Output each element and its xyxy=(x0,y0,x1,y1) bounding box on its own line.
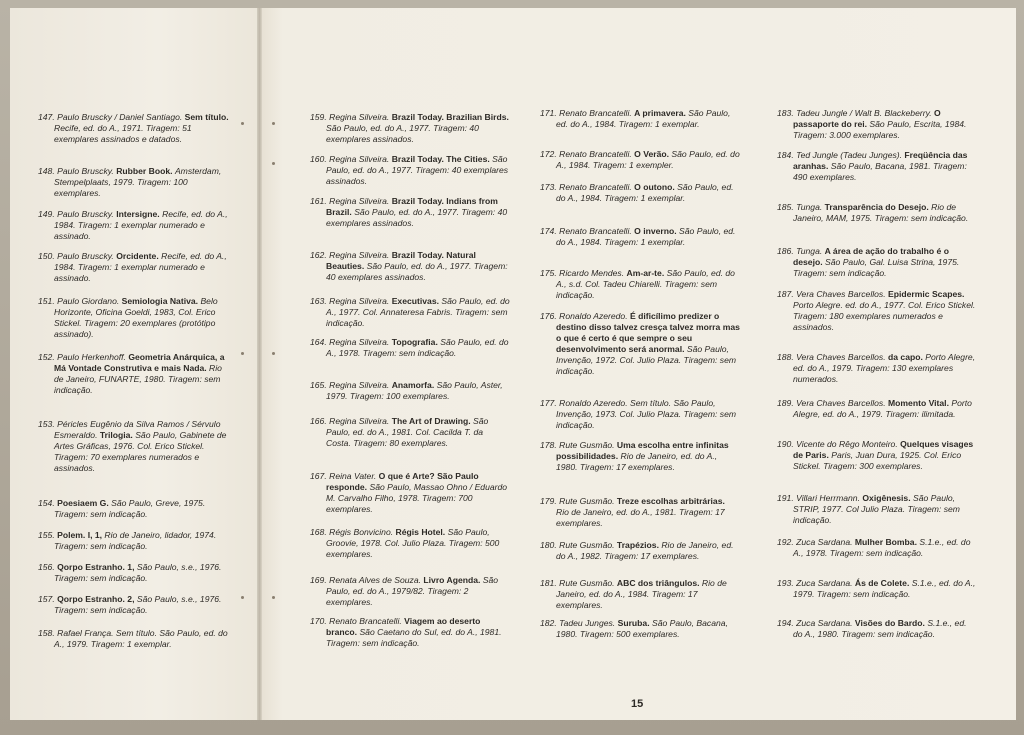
entry-number: 161. xyxy=(310,196,327,206)
entry-details: São Paulo, Massao Ohno / Eduardo M. Carvalho Filho, 1978. Tiragem: 700 exemplares. xyxy=(326,482,508,515)
entry-number: 178. xyxy=(540,440,557,450)
binding-hole xyxy=(241,122,244,125)
entry-number: 157. xyxy=(38,594,55,604)
entry-number: 165. xyxy=(310,380,327,390)
entry-author: Renato Brancatelli. xyxy=(559,149,632,159)
entry-author: Paulo Bruscky. xyxy=(57,251,114,261)
catalog-entry-text xyxy=(777,439,977,472)
entry-author: Tunga. xyxy=(796,202,823,212)
catalog-entry xyxy=(777,202,977,224)
entry-title: Anamorfa. xyxy=(391,380,435,390)
entry-number: 171. xyxy=(540,108,557,118)
catalog-entry xyxy=(777,618,977,640)
entry-details: São Paulo, ed. do A., 1984. Tiragem: 1 exemplar. xyxy=(556,182,734,204)
entry-title: O que é Arte? São Paulo responde. xyxy=(326,471,479,493)
entry-number: 190. xyxy=(777,439,794,449)
entry-number: 167. xyxy=(310,471,327,481)
catalog-entry-text xyxy=(777,108,977,141)
catalog-entry-text xyxy=(540,618,740,640)
entry-number: 194. xyxy=(777,618,794,628)
entry-number: 148. xyxy=(38,166,55,176)
catalog-entry xyxy=(540,149,740,171)
entry-author: Regina Silveira. xyxy=(329,380,390,390)
entry-author: Ricardo Mendes. xyxy=(559,268,625,278)
entry-number: 159. xyxy=(310,112,327,122)
entry-author: Rute Gusmão. xyxy=(559,440,615,450)
entry-details: Recife, ed. do A., 1984. Tiragem: 1 exemplar numerado e assinado. xyxy=(54,251,227,284)
catalog-entry-text xyxy=(777,202,977,224)
entry-details: Amsterdam, Stempelplaats, 1979. Tiragem: 100 exemplares. xyxy=(54,166,222,199)
entry-title: Suruba. xyxy=(617,618,650,628)
entry-title: Geometria Anárquica, a Má Vontade Construtiva e mais Nada. xyxy=(54,352,225,374)
entry-details: Porto Alegre, ed. do A., 1979. Tiragem: 130 exemplares numerados. xyxy=(793,352,976,385)
entry-title: Quelques visages de Paris. xyxy=(793,439,974,461)
entry-title: Poesiaem G. xyxy=(57,498,109,508)
entry-details: São Paulo, ed. do A., 1977. Tiragem: 40 exemplares assinados. xyxy=(326,261,508,283)
entry-title: Régis Hotel. xyxy=(395,527,446,537)
entry-title: Brazil Today. Brazilian Birds. xyxy=(391,112,509,122)
entry-number: 182. xyxy=(540,618,557,628)
entry-number: 188. xyxy=(777,352,794,362)
entry-number: 154. xyxy=(38,498,55,508)
catalog-entry xyxy=(310,296,510,329)
entry-number: 166. xyxy=(310,416,327,426)
catalog-entry xyxy=(310,471,510,515)
catalog-entry-text xyxy=(540,398,740,431)
catalog-entry-text xyxy=(310,250,510,283)
entry-author: Renato Brancatelli. xyxy=(559,226,632,236)
entry-number: 163. xyxy=(310,296,327,306)
catalog-entry-text xyxy=(38,562,230,584)
binding-hole xyxy=(241,596,244,599)
catalog-entry-text xyxy=(540,108,740,130)
entry-details: Porto Alegre. ed. do A., 1977. Col. Erico Stickel. Tiragem: 180 exemplares numerados e assinados. xyxy=(793,300,976,333)
catalog-entry-text xyxy=(310,471,510,515)
catalog-entry-text xyxy=(540,182,740,204)
binding-hole xyxy=(272,122,275,125)
entry-details: São Paulo, Bacana, 1981. Tiragem: 490 exemplares. xyxy=(793,161,967,183)
entry-title: da capo. xyxy=(888,352,923,362)
entry-number: 181. xyxy=(540,578,557,588)
entry-title: O inverno. xyxy=(634,226,677,236)
entry-details: São Paulo, Bacana, 1980. Tiragem: 500 exemplares. xyxy=(556,618,728,640)
catalog-entry xyxy=(38,112,230,145)
entry-details: Rio de Janeiro, FUNARTE, 1980. Tiragem: sem indicação. xyxy=(54,363,222,396)
entry-details: Paris, Juan Dura, 1925. Col. Erico Stickel. Tiragem: 300 exemplares. xyxy=(793,450,962,472)
entry-details: Rio de Janeiro, ed. do A., 1981. Tiragem: 17 exemplares. xyxy=(556,507,725,529)
catalog-entry xyxy=(540,496,740,529)
catalog-entry-text xyxy=(310,575,510,608)
catalog-entry-text xyxy=(540,311,740,378)
catalog-entry xyxy=(540,226,740,248)
catalog-entry xyxy=(310,250,510,283)
entry-details: São Paulo, Escrita, 1984. Tiragem: 3.000 exemplares. xyxy=(793,119,967,141)
entry-title: O passaporte do rei. xyxy=(793,108,941,130)
entry-number: 179. xyxy=(540,496,557,506)
entry-number: 170. xyxy=(310,616,327,626)
entry-author: Péricles Eugênio da Silva Ramos / Sérvulo Esmeraldo. xyxy=(54,419,221,441)
entry-author: Paulo Bruscky / Daniel Santiago. xyxy=(57,112,183,122)
entry-author: Regina Silveira. xyxy=(329,250,390,260)
catalog-entry xyxy=(38,166,230,199)
catalog-entry xyxy=(38,296,230,340)
catalog-entry xyxy=(38,419,230,474)
entry-author: Tadeu Junges. xyxy=(559,618,616,628)
entry-title: Orcidente. xyxy=(116,251,159,261)
entry-number: 175. xyxy=(540,268,557,278)
entry-author: Rute Gusmão. xyxy=(559,496,615,506)
catalog-entry xyxy=(310,196,510,229)
entry-author: Vera Chaves Barcellos. xyxy=(796,398,886,408)
catalog-entry-text xyxy=(38,352,230,396)
entry-details: São Paulo, Greve, 1975. Tiragem: sem indicação. xyxy=(54,498,206,520)
catalog-entry-text xyxy=(777,537,977,559)
entry-details: São Paulo, Invenção, 1972. Col. Julio Plaza. Tiragem: sem indicação. xyxy=(556,344,737,377)
entry-number: 189. xyxy=(777,398,794,408)
entry-number: 162. xyxy=(310,250,327,260)
entry-title: Brazil Today. Indians from Brazil. xyxy=(326,196,498,218)
catalog-entry-text xyxy=(540,540,740,562)
entry-title: Brazil Today. Natural Beauties. xyxy=(326,250,476,272)
catalog-entry-text xyxy=(38,628,230,650)
catalog-entry-text xyxy=(777,578,977,600)
entry-number: 172. xyxy=(540,149,557,159)
catalog-entry xyxy=(310,112,510,145)
catalog-entry xyxy=(777,289,977,333)
entry-number: 147. xyxy=(38,112,55,122)
page-gutter xyxy=(257,8,262,720)
catalog-entry xyxy=(777,578,977,600)
entry-details: Rio de Janeiro, MAM, 1975. Tiragem: sem indicação. xyxy=(793,202,969,224)
entry-author: Rute Gusmão. xyxy=(559,578,615,588)
catalog-entry-text xyxy=(310,616,510,649)
entry-author: Rafael França. xyxy=(57,628,114,638)
entry-title: Executivas. xyxy=(391,296,439,306)
entry-author: Regina Silveira. xyxy=(329,337,390,347)
entry-details: Rio de Janeiro, ed. do A., 1982. Tiragem: 17 exemplares. xyxy=(556,540,734,562)
entry-title: Oxigênesis. xyxy=(862,493,911,503)
catalog-entry xyxy=(38,628,230,650)
entry-title: Intersigne. xyxy=(116,209,160,219)
catalog-entry-text xyxy=(38,209,230,242)
entry-author: Régis Bonvicino. xyxy=(329,527,394,537)
entry-title: É dificílimo predizer o destino disso talvez cresça talvez morra mas o que é certo é que sempre o seu desenvolvimento será anormal. xyxy=(556,311,740,355)
entry-details: São Paulo, Gal. Luisa Strina, 1975. Tiragem: sem indicação. xyxy=(793,257,960,279)
catalog-entry-text xyxy=(777,289,977,333)
catalog-entry-text xyxy=(777,398,977,420)
entry-number: 174. xyxy=(540,226,557,236)
entry-details: São Paulo, ed. do A., 1984. Tiragem: 1 exemplar. xyxy=(556,108,731,130)
entry-number: 186. xyxy=(777,246,794,256)
entry-details: São Paulo, s.e., 1976. Tiragem: sem indicação. xyxy=(54,562,222,584)
catalog-entry-text xyxy=(38,498,230,520)
catalog-entry-text xyxy=(310,112,510,145)
entry-title: Livro Agenda. xyxy=(423,575,481,585)
entry-number: 169. xyxy=(310,575,327,585)
catalog-entry-text xyxy=(540,496,740,529)
entry-details: São Paulo, STRIP, 1977. Col Julio Plaza. Tiragem: sem indicação. xyxy=(793,493,960,526)
entry-title: Polem. I, 1, xyxy=(57,530,103,540)
catalog-entry xyxy=(540,440,740,473)
entry-details: São Paulo, ed. do A., s.d. Col. Tadeu Chiarelli. Tiragem: sem indicação. xyxy=(556,268,735,301)
entry-author: Ronaldo Azeredo. xyxy=(559,398,628,408)
entry-number: 164. xyxy=(310,337,327,347)
catalog-entry-text xyxy=(540,268,740,301)
entry-title: Momento Vital. xyxy=(888,398,949,408)
catalog-entry-text xyxy=(310,196,510,229)
catalog-entry xyxy=(38,251,230,284)
entry-number: 193. xyxy=(777,578,794,588)
entry-title: Trapézios. xyxy=(616,540,659,550)
catalog-entry xyxy=(777,398,977,420)
entry-author: Ted Jungle (Tadeu Junges). xyxy=(796,150,903,160)
entry-title: Uma escolha entre infinitas possibilidades. xyxy=(556,440,729,462)
entry-title: Sem título. xyxy=(184,112,229,122)
catalog-entry xyxy=(310,154,510,187)
entry-title: Transparência do Desejo. xyxy=(824,202,929,212)
entry-details: Rio de Janeiro, ed. do A., 1984. Tiragem: 17 exemplares. xyxy=(556,578,727,611)
entry-number: 184. xyxy=(777,150,794,160)
entry-title: Rubber Book. xyxy=(116,166,173,176)
entry-number: 176. xyxy=(540,311,557,321)
entry-details: S.1.e., ed. do A., 1980. Tiragem: sem indicação. xyxy=(793,618,967,640)
catalog-entry-text xyxy=(310,416,510,449)
entry-number: 173. xyxy=(540,182,557,192)
entry-number: 192. xyxy=(777,537,794,547)
catalog-entry xyxy=(777,108,977,141)
catalog-entry-text xyxy=(777,493,977,526)
catalog-entry xyxy=(540,108,740,130)
catalog-entry-text xyxy=(310,154,510,187)
entry-title: Treze escolhas arbitrárias. xyxy=(616,496,725,506)
entry-number: 152. xyxy=(38,352,55,362)
catalog-entry xyxy=(38,352,230,396)
catalog-entry-text xyxy=(777,618,977,640)
catalog-entry-text xyxy=(777,352,977,385)
entry-number: 160. xyxy=(310,154,327,164)
entry-number: 180. xyxy=(540,540,557,550)
catalog-entry xyxy=(540,311,740,378)
entry-author: Rute Gusmão. xyxy=(559,540,615,550)
catalog-entry xyxy=(777,493,977,526)
catalog-entry-text xyxy=(38,251,230,284)
catalog-entry xyxy=(540,398,740,431)
catalog-entry xyxy=(540,578,740,611)
entry-title: Trilogia. xyxy=(99,430,133,441)
entry-details: São Paulo, ed. do A., 1978. Tiragem: sem indicação. xyxy=(326,337,509,359)
catalog-entry xyxy=(310,616,510,649)
catalog-entry xyxy=(38,594,230,616)
catalog-entry-text xyxy=(310,296,510,329)
entry-details: Recife, ed. do A., 1971. Tiragem: 51 exemplares assinados e datados. xyxy=(54,123,192,145)
binding-hole xyxy=(272,162,275,165)
catalog-entry xyxy=(38,530,230,552)
entry-number: 158. xyxy=(38,628,55,638)
entry-author: Regina Silveira. xyxy=(329,154,390,164)
entry-author: Tadeu Jungle / Walt B. Blackeberry. xyxy=(796,108,932,118)
catalog-entry xyxy=(777,352,977,385)
catalog-entry-text xyxy=(310,380,510,402)
entry-author: Paulo Giordano. xyxy=(57,296,120,306)
entry-details: Belo Horizonte, Oficina Goeldi, 1983, Col. Erico Stickel. Tiragem: 20 exemplares (protótipo assinado). xyxy=(54,296,218,340)
entry-author: Paulo Bruscky. xyxy=(57,209,114,219)
entry-number: 155. xyxy=(38,530,55,540)
catalog-entry-text xyxy=(38,296,230,340)
entry-number: 156. xyxy=(38,562,55,572)
page-number: 15 xyxy=(631,698,644,710)
catalog-entry-text xyxy=(38,419,230,474)
catalog-entry-text xyxy=(310,337,510,359)
catalog-entry xyxy=(38,562,230,584)
entry-author: Renato Brancatelli. xyxy=(559,182,632,192)
entry-title: Viagem ao deserto branco. xyxy=(326,616,481,638)
catalog-entry xyxy=(310,575,510,608)
entry-author: Paulo Herkenhoff. xyxy=(57,352,126,362)
entry-details: Porto Alegre, ed. do A., 1979. Tiragem: ilimitada. xyxy=(793,398,972,420)
entry-title: Semiologia Nativa. xyxy=(121,296,199,306)
catalog-entry-text xyxy=(310,527,510,560)
catalog-entry xyxy=(777,150,977,183)
entry-number: 191. xyxy=(777,493,794,503)
catalog-entry xyxy=(777,246,977,279)
entry-title: The Art of Drawing. xyxy=(391,416,471,426)
entry-title: Epidermic Scapes. xyxy=(888,289,965,299)
catalog-entry-text xyxy=(540,578,740,611)
catalog-entry xyxy=(540,540,740,562)
entry-author: Paulo Bruscky. xyxy=(57,166,114,176)
catalog-entry xyxy=(540,618,740,640)
entry-title: Qorpo Estranho. 1, xyxy=(57,562,135,572)
entry-title: Qorpo Estranho. 2, xyxy=(57,594,135,604)
entry-author: Renato Brancatelli. xyxy=(329,616,402,626)
entry-author: Zuca Sardana. xyxy=(796,618,853,628)
catalog-entry-text xyxy=(38,166,230,199)
catalog-entry xyxy=(310,337,510,359)
entry-number: 149. xyxy=(38,209,55,219)
entry-details: São Paulo, ed. do A., 1977. Col. Annateresa Fabris. Tiragem: sem indicação. xyxy=(326,296,510,329)
binding-hole xyxy=(272,352,275,355)
entry-details: São Paulo, s.e., 1976. Tiragem: sem indicação. xyxy=(54,594,222,616)
entry-details: São Paulo, ed. do A., 1979/82. Tiragem: 2 exemplares. xyxy=(326,575,499,608)
catalog-entry xyxy=(540,268,740,301)
entry-title: Mulher Bomba. xyxy=(854,537,917,547)
entry-details: São Paulo, ed. do A., 1977. Tiragem: 40 exemplares assinados. xyxy=(326,207,508,229)
entry-author: Vera Chaves Barcellos. xyxy=(796,352,886,362)
entry-author: Renato Brancatelli. xyxy=(559,108,632,118)
entry-title: Ás de Colete. xyxy=(854,578,910,588)
entry-author: Regina Silveira. xyxy=(329,416,390,426)
entry-author: Regina Silveira. xyxy=(329,296,390,306)
entry-author: Tunga. xyxy=(796,246,823,256)
catalog-entry xyxy=(310,527,510,560)
binding-hole xyxy=(272,596,275,599)
catalog-entry-text xyxy=(540,440,740,473)
entry-number: 168. xyxy=(310,527,327,537)
entry-author: Reina Vater. xyxy=(329,471,377,481)
catalog-entry xyxy=(310,416,510,449)
entry-details: São Paulo, Groovie, 1978. Col. Julio Plaza. Tiragem: 500 exemplares. xyxy=(326,527,500,560)
entry-details: Recife, ed. do A., 1984. Tiragem: 1 exemplar numerado e assinado. xyxy=(54,209,228,242)
entry-title: Topografia. xyxy=(391,337,438,347)
catalog-entry-text xyxy=(777,246,977,279)
entry-title: O Verão. xyxy=(634,149,670,159)
catalog-entry-text xyxy=(38,594,230,616)
entry-author: Vicente do Rêgo Monteiro. xyxy=(796,439,898,449)
entry-author: Regina Silveira. xyxy=(329,196,390,206)
entry-details: São Paulo, Gabinete de Artes Gráficas, 1976. Col. Erico Stickel. Tiragem: 70 exemplares numerados e assinados. xyxy=(54,430,227,474)
entry-details: São Paulo, ed. do A., 1984. Tiragem: 1 exempler. xyxy=(556,149,740,171)
catalog-entry-text xyxy=(540,226,740,248)
entry-author: Renata Alves de Souza. xyxy=(329,575,422,585)
catalog-entry-text xyxy=(38,530,230,552)
catalog-entry xyxy=(38,498,230,520)
entry-details: São Paulo, ed. do A., 1981. Col. Cacilda T. da Costa. Tiragem: 80 exemplares. xyxy=(326,416,489,449)
entry-details: S.1.e., ed. do A., 1979. Tiragem: sem indicação. xyxy=(793,578,976,600)
entry-title: A primavera. xyxy=(634,108,686,118)
entry-number: 183. xyxy=(777,108,794,118)
entry-author: Vera Chaves Barcellos. xyxy=(796,289,886,299)
entry-number: 187. xyxy=(777,289,794,299)
entry-title: Visões do Bardo. xyxy=(854,618,925,628)
catalog-entry-text xyxy=(38,112,230,145)
binding-hole xyxy=(241,352,244,355)
entry-author: Zuca Sardana. xyxy=(796,537,853,547)
entry-details: Rio de Janeiro, lidador, 1974. Tiragem: sem indicação. xyxy=(54,530,217,552)
catalog-entry xyxy=(310,380,510,402)
catalog-entry-text xyxy=(777,150,977,183)
entry-number: 153. xyxy=(38,419,55,429)
entry-details: São Paulo, ed. do A., 1977. Tiragem: 40 exemplares assinados. xyxy=(326,123,479,145)
entry-author: Villari Herrmann. xyxy=(796,493,860,503)
catalog-entry-text xyxy=(540,149,740,171)
entry-details: Sem título. São Paulo, ed. do A., 1979. Tiragem: 1 exemplar. xyxy=(54,628,228,650)
entry-details: São Paulo, ed. do A., 1977. Tiragem: 40 exemplares assinados. xyxy=(326,154,509,187)
entry-title: Am-ar-te. xyxy=(626,268,665,278)
entry-details: S.1.e., ed. do A., 1978. Tiragem: sem indicação. xyxy=(793,537,971,559)
catalog-entry xyxy=(540,182,740,204)
entry-author: Regina Silveira. xyxy=(329,112,390,122)
entry-author: Zuca Sardana. xyxy=(796,578,853,588)
entry-title: Brazil Today. The Cities. xyxy=(391,154,490,164)
catalog-entry xyxy=(777,439,977,472)
entry-number: 151. xyxy=(38,296,55,306)
entry-number: 177. xyxy=(540,398,557,408)
catalog-entry xyxy=(38,209,230,242)
entry-title: O outono. xyxy=(634,182,675,192)
entry-details: São Paulo, ed. do A., 1984. Tiragem: 1 exemplar. xyxy=(556,226,736,248)
entry-details: Rio de Janeiro, ed. do A., 1980. Tiragem: 17 exemplares. xyxy=(556,451,718,473)
entry-number: 185. xyxy=(777,202,794,212)
entry-details: Sem título. São Paulo, Invenção, 1973. Col. Julio Plaza. Tiragem: sem indicação. xyxy=(556,398,737,431)
catalog-entry xyxy=(777,537,977,559)
entry-number: 150. xyxy=(38,251,55,261)
entry-details: São Caetano do Sul, ed. do A., 1981. Tiragem: sem indicação. xyxy=(326,627,502,649)
entry-title: ABC dos triângulos. xyxy=(616,578,700,588)
entry-details: São Paulo, Aster, 1979. Tiragem: 100 exemplares. xyxy=(326,380,503,402)
entry-title: A área de ação do trabalho é o desejo. xyxy=(793,246,949,268)
entry-title: Freqüência das aranhas. xyxy=(793,150,968,172)
entry-author: Ronaldo Azeredo. xyxy=(559,311,628,321)
